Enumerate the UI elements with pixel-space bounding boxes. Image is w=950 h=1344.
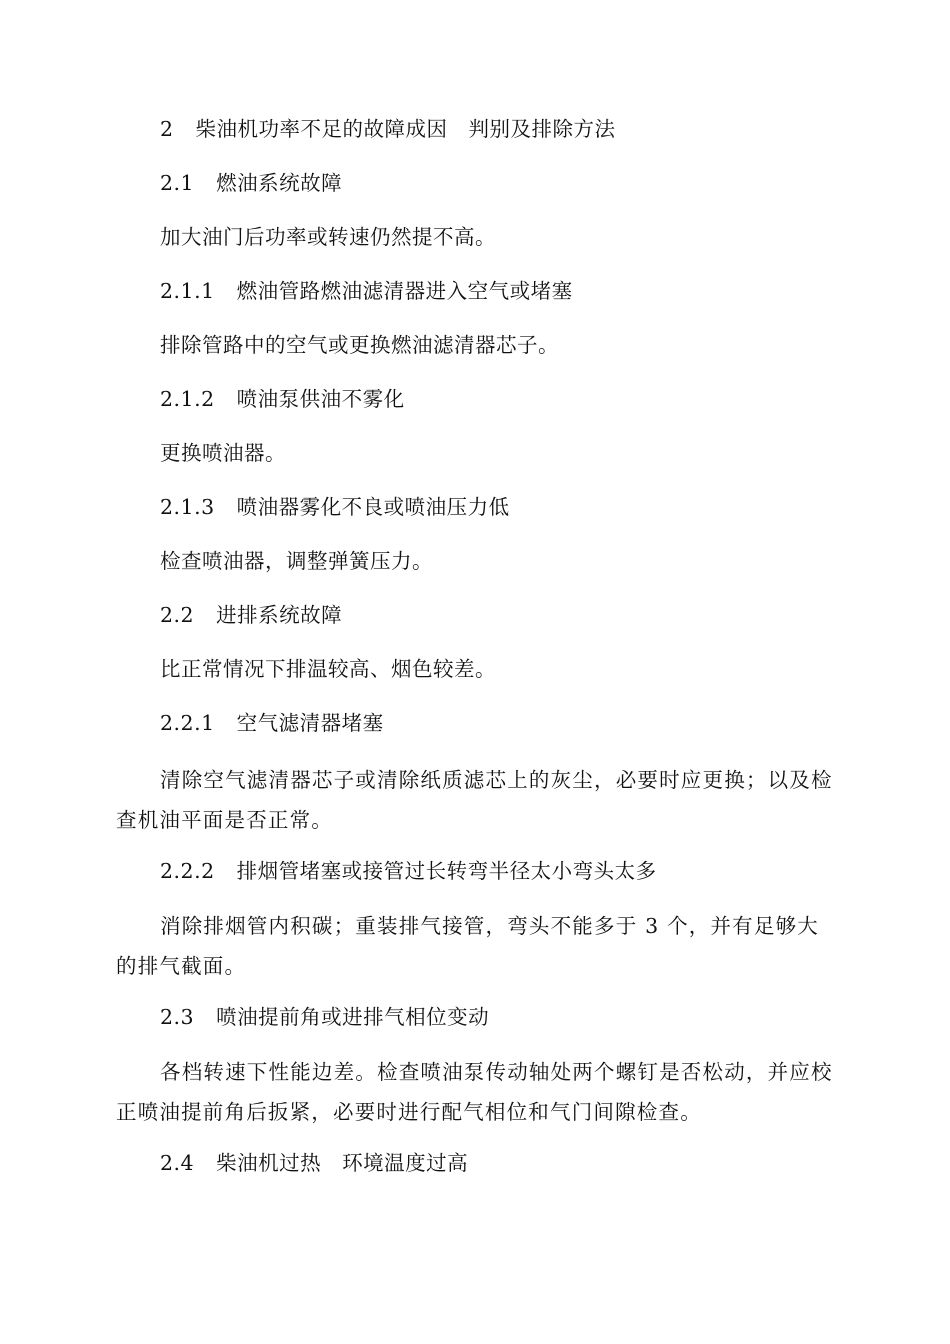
section-title: 喷油提前角或进排气相位变动: [216, 1005, 490, 1029]
section-number: 2.3: [160, 1005, 195, 1029]
section-title: 进排系统故障: [216, 603, 343, 627]
paragraph: 各档转速下性能边差。检查喷油泵传动轴处两个螺钉是否松动，并应校正喷油提前角后扳紧，必要时进行配气相位和气门间隙检查。: [116, 1060, 833, 1124]
section-number: 2.2.2: [160, 859, 215, 883]
paragraph: 检查喷油器，调整弹簧压力。: [160, 549, 433, 573]
section-number: 2.1.2: [160, 387, 215, 411]
heading-2-1-3: [160, 488, 836, 526]
section-number: 2: [160, 117, 174, 141]
section-title: 空气滤清器堵塞: [236, 711, 384, 735]
heading-2-2: [160, 596, 836, 634]
section-title: 喷油器雾化不良或喷油压力低: [236, 495, 510, 519]
paragraph: 加大油门后功率或转速仍然提不高。: [160, 225, 496, 249]
section-number: 2.1: [160, 171, 195, 195]
section-title: 燃油管路燃油滤清器进入空气或堵塞: [236, 279, 573, 303]
section-title: 排烟管堵塞或接管过长转弯半径太小弯头太多: [236, 859, 657, 883]
section-title: 柴油机过热 环境温度过高: [216, 1151, 469, 1175]
heading-2-3: [160, 998, 836, 1036]
section-number: 2.2.1: [160, 711, 215, 735]
section-number: 2.1.1: [160, 279, 215, 303]
heading-2-2-2: [160, 852, 836, 890]
paragraph: 更换喷油器。: [160, 441, 286, 465]
heading-2: [160, 110, 836, 148]
paragraph: 排除管路中的空气或更换燃油滤清器芯子。: [160, 333, 559, 357]
heading-2-1: [160, 164, 836, 202]
heading-2-2-1: [160, 704, 836, 742]
heading-2-4: [160, 1144, 836, 1182]
paragraph: 比正常情况下排温较高、烟色较差。: [160, 657, 496, 681]
paragraph: 消除排烟管内积碳；重装排气接管，弯头不能多于 3 个，并有足够大的排气截面。: [116, 914, 819, 978]
section-title: 喷油泵供油不雾化: [236, 387, 405, 411]
section-title: 柴油机功率不足的故障成因 判别及排除方法: [195, 117, 616, 141]
section-number: 2.2: [160, 603, 195, 627]
heading-2-1-1: [160, 272, 836, 310]
paragraph: 清除空气滤清器芯子或清除纸质滤芯上的灰尘，必要时应更换；以及检查机油平面是否正常。: [116, 768, 833, 832]
heading-2-1-2: [160, 380, 836, 418]
section-number: 2.4: [160, 1151, 195, 1175]
section-title: 燃油系统故障: [216, 171, 343, 195]
section-number: 2.1.3: [160, 495, 215, 519]
